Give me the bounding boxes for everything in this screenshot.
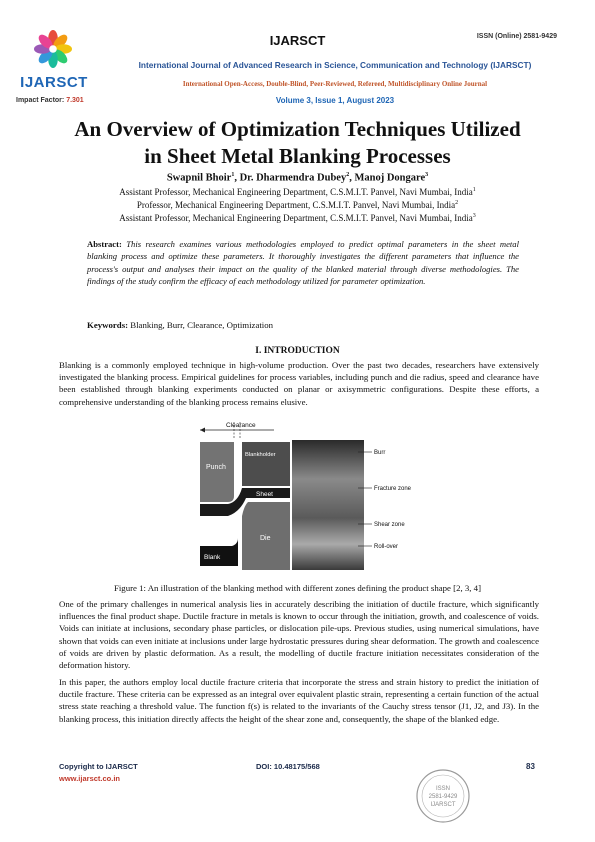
author-separator: , bbox=[349, 172, 355, 184]
figure-label-rollover: Roll-over bbox=[374, 544, 399, 550]
logo-wordmark: IJARSCT bbox=[20, 74, 88, 91]
figure-label-shear-zone: Shear zone bbox=[374, 522, 405, 528]
micrograph-image bbox=[292, 440, 364, 570]
figure-label-burr: Burr bbox=[374, 450, 386, 456]
abstract-label: Abstract: bbox=[87, 239, 122, 249]
body-paragraph: One of the primary challenges in numerical analysis lies in accurately describing the initiation of ductile fracture, which significantly influences the final product shape. Ductile fracture in metals is known to occur through the initiation, growth, and coalescence of voids. Voids can initiate at inclusions, secondary phase particles, or dislocation pile-ups. Previous studies, using numerical simulations, have shown that voids can even initiate at inclusions under large hydrostatic pressures during shear deformation. The growth and coalescence of voids are driven by plastic deformation. As a result, the modelling of ductile fracture initiation necessitates consideration of the deformation history. bbox=[59, 599, 539, 671]
issn-stamp-icon bbox=[415, 768, 471, 824]
author-name: Dr. Dharmendra Dubey bbox=[239, 172, 347, 184]
author-name: Manoj Dongare bbox=[354, 172, 426, 184]
abstract-text: This research examines various methodologies employed to predict optimal parameters in the sheet metal blanking process and optimize these parameters. It thoroughly investigates the different parameters that influence the process's output and analyses their impact on the quality of the blanked material through diverse methodologies. The findings of the study confirm the efficacy of each methodology utilized for parameter optimization. bbox=[87, 239, 519, 286]
journal-brand: IJARSCT bbox=[269, 33, 326, 48]
footer-url-link[interactable]: www.ijarsct.co.in bbox=[59, 774, 120, 783]
blankholder-shape bbox=[242, 442, 290, 486]
affiliation-text: Professor, Mechanical Engineering Department, C.S.M.I.T. Panvel, Navi Mumbai, India bbox=[136, 200, 456, 210]
figure-label-sheet: Sheet bbox=[256, 491, 273, 498]
journal-subtitle: International Open-Access, Double-Blind, Peer-Reviewed, Refereed, Multidisciplinary Online Journal bbox=[182, 80, 488, 88]
impact-factor-value: 7.301 bbox=[66, 97, 84, 104]
keywords-text: Blanking, Burr, Clearance, Optimization bbox=[130, 320, 274, 330]
footer-copyright: Copyright to IJARSCT bbox=[59, 762, 138, 771]
title-line-2: in Sheet Metal Blanking Processes bbox=[144, 144, 451, 168]
figure-label-punch: Punch bbox=[206, 464, 226, 471]
affiliation-sup: 2 bbox=[455, 200, 459, 206]
footer-doi: DOI: 10.48175/568 bbox=[256, 762, 320, 771]
figure-label-blank: Blank bbox=[204, 554, 221, 561]
figure-label-fracture-zone: Fracture zone bbox=[374, 486, 412, 492]
body-paragraph: In this paper, the authors employ local ductile fracture criteria that incorporate the stress and strain history to predict the initiation of ductile fracture. These criteria can be expressed as an integral over equivalent plastic strain, representing a certain function of the actual stress state reaching a threshold value. The function f(s) is related to the invariants of the Cauchy stress tensor (J1, J2, and J3). In the blanking process, this initiation directly affects the height of the shear zone and, consequently, the shape of the blanked edge. bbox=[59, 677, 539, 724]
affiliation-text: Assistant Professor, Mechanical Engineering Department, C.S.M.I.T. Panvel, Navi Mumbai, India bbox=[119, 213, 473, 223]
figure-caption: Figure 1: An illustration of the blanking method with different zones defining the product shape [2, 3, 4] bbox=[113, 583, 482, 593]
abstract bbox=[87, 238, 519, 287]
stamp-line: IJARSCT bbox=[430, 802, 456, 808]
author-list bbox=[30, 172, 565, 184]
affiliation bbox=[30, 200, 565, 210]
keywords bbox=[87, 320, 519, 330]
author-sup: 1 bbox=[231, 172, 235, 178]
affiliation bbox=[30, 213, 565, 223]
impact-factor-label: Impact Factor: bbox=[16, 97, 65, 104]
clearance-arrowhead-icon bbox=[200, 428, 205, 433]
blanking-figure bbox=[188, 416, 414, 576]
paper-title bbox=[30, 116, 565, 170]
punch-shape bbox=[200, 442, 234, 502]
affiliation-sup: 3 bbox=[472, 213, 476, 219]
stamp-line: 2581-9429 bbox=[428, 794, 458, 800]
volume-issue: Volume 3, Issue 1, August 2023 bbox=[275, 96, 395, 105]
figure-label-clearance: Clearance bbox=[226, 422, 256, 429]
author-sup: 3 bbox=[425, 172, 429, 178]
journal-header bbox=[0, 0, 595, 108]
author-separator: , bbox=[234, 172, 240, 184]
figure-label-blankholder: Blankholder bbox=[245, 452, 276, 458]
affiliation bbox=[30, 187, 565, 197]
issn-label: ISSN (Online) 2581-9429 bbox=[476, 33, 557, 40]
page-number: 83 bbox=[526, 762, 535, 771]
affiliation-text: Assistant Professor, Mechanical Engineering Department, C.S.M.I.T. Panvel, Navi Mumbai, India bbox=[119, 187, 473, 197]
author-name: Swapnil Bhoir bbox=[166, 172, 232, 184]
stamp-line: ISSN bbox=[435, 786, 451, 792]
body-paragraph: Blanking is a commonly employed technique in high-volume production. Over the past two decades, researchers have extensively investigated the blanking process. Empirical guidelines for process variables, including punch and die radius, speed and clearance have been established through blanking experiments conducted on planar or axisymmetric configurations. Despite these efforts, a comprehensive understanding of the blanking process remains elusive. bbox=[59, 360, 539, 407]
figure-label-die: Die bbox=[260, 535, 271, 542]
section-heading: I. INTRODUCTION bbox=[255, 346, 340, 356]
title-line-1: An Overview of Optimization Techniques Utilized bbox=[74, 117, 521, 141]
affiliation-sup: 1 bbox=[472, 187, 476, 193]
author-sup: 2 bbox=[346, 172, 350, 178]
keywords-label: Keywords: bbox=[87, 320, 129, 330]
impact-factor bbox=[16, 97, 84, 104]
journal-name: International Journal of Advanced Research in Science, Communication and Technology (IJARSCT) bbox=[138, 60, 532, 70]
